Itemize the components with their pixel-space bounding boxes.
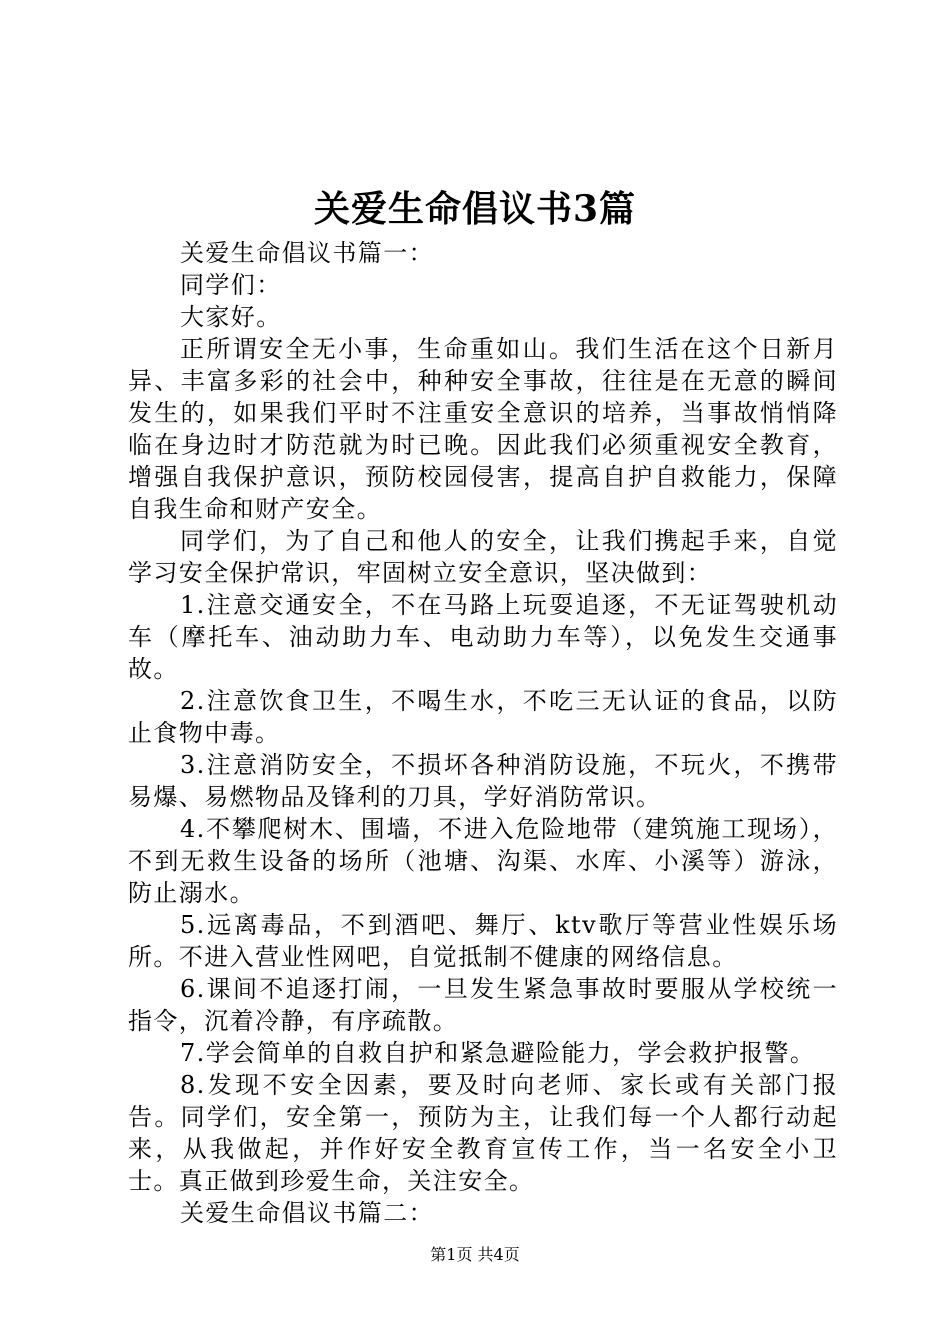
section-heading-2: 关爱生命倡议书篇二： — [180, 1199, 434, 1227]
list-item-1: 1.注意交通安全，不在马路上玩耍追逐，不无证驾驶机动车（摩托车、油动助力车、电动助力车等），以免发生交通事故。 — [128, 591, 838, 683]
list-item-8: 8.发现不安全因素，要及时向老师、家长或有关部门报告。同学们，安全第一，预防为主，让我们每一个人都行动起来，从我做起，并作好安全教育宣传工作，当一名安全小卫士。真正做到珍爱生命，关注安全。 — [128, 1071, 838, 1195]
list-item-6: 6.课间不追逐打闹，一旦发生紧急事故时要服从学校统一指令，沉着冷静，有序疏散。 — [128, 975, 838, 1035]
document-title: 关爱生命倡议书3篇 — [313, 188, 637, 230]
list-item-7: 7.学会简单的自救自护和紧急避险能力，学会救护报警。 — [180, 1039, 816, 1067]
list-item-2: 2.注意饮食卫生，不喝生水，不吃三无认证的食品，以防止食物中毒。 — [128, 687, 838, 747]
list-item-4: 4.不攀爬树木、围墙，不进入危险地带（建筑施工现场），不到无救生设备的场所（池塘、沟渠、水库、小溪等）游泳，防止溺水。 — [128, 815, 838, 907]
intro-paragraph: 正所谓安全无小事，生命重如山。我们生活在这个日新月异、丰富多彩的社会中，种种安全事故，往往是在无意的瞬间发生的，如果我们平时不注重安全意识的培养，当事故悄悄降临在身边时才防范就为时已晚。因此我们必须重视安全教育，增强自我保护意识，预防校园侵害，提高自护自救能力，保障自我生命和财产安全。 — [128, 335, 838, 523]
list-item-5: 5.远离毒品，不到酒吧、舞厅、ktv歌厅等营业性娱乐场所。不进入营业性网吧，自觉抵制不健康的网络信息。 — [128, 911, 838, 971]
call-paragraph: 同学们，为了自己和他人的安全，让我们携起手来，自觉学习安全保护常识，牢固树立安全意识，坚决做到： — [128, 527, 838, 587]
page-footer: 第1页 共4页 — [430, 1245, 520, 1264]
document-body — [128, 237, 838, 1229]
salutation: 同学们： — [180, 271, 282, 299]
section-heading-1: 关爱生命倡议书篇一： — [180, 239, 434, 267]
greeting: 大家好。 — [180, 303, 282, 331]
list-item-3: 3.注意消防安全，不损坏各种消防设施，不玩火，不携带易爆、易燃物品及锋利的刀具，学好消防常识。 — [128, 751, 838, 811]
